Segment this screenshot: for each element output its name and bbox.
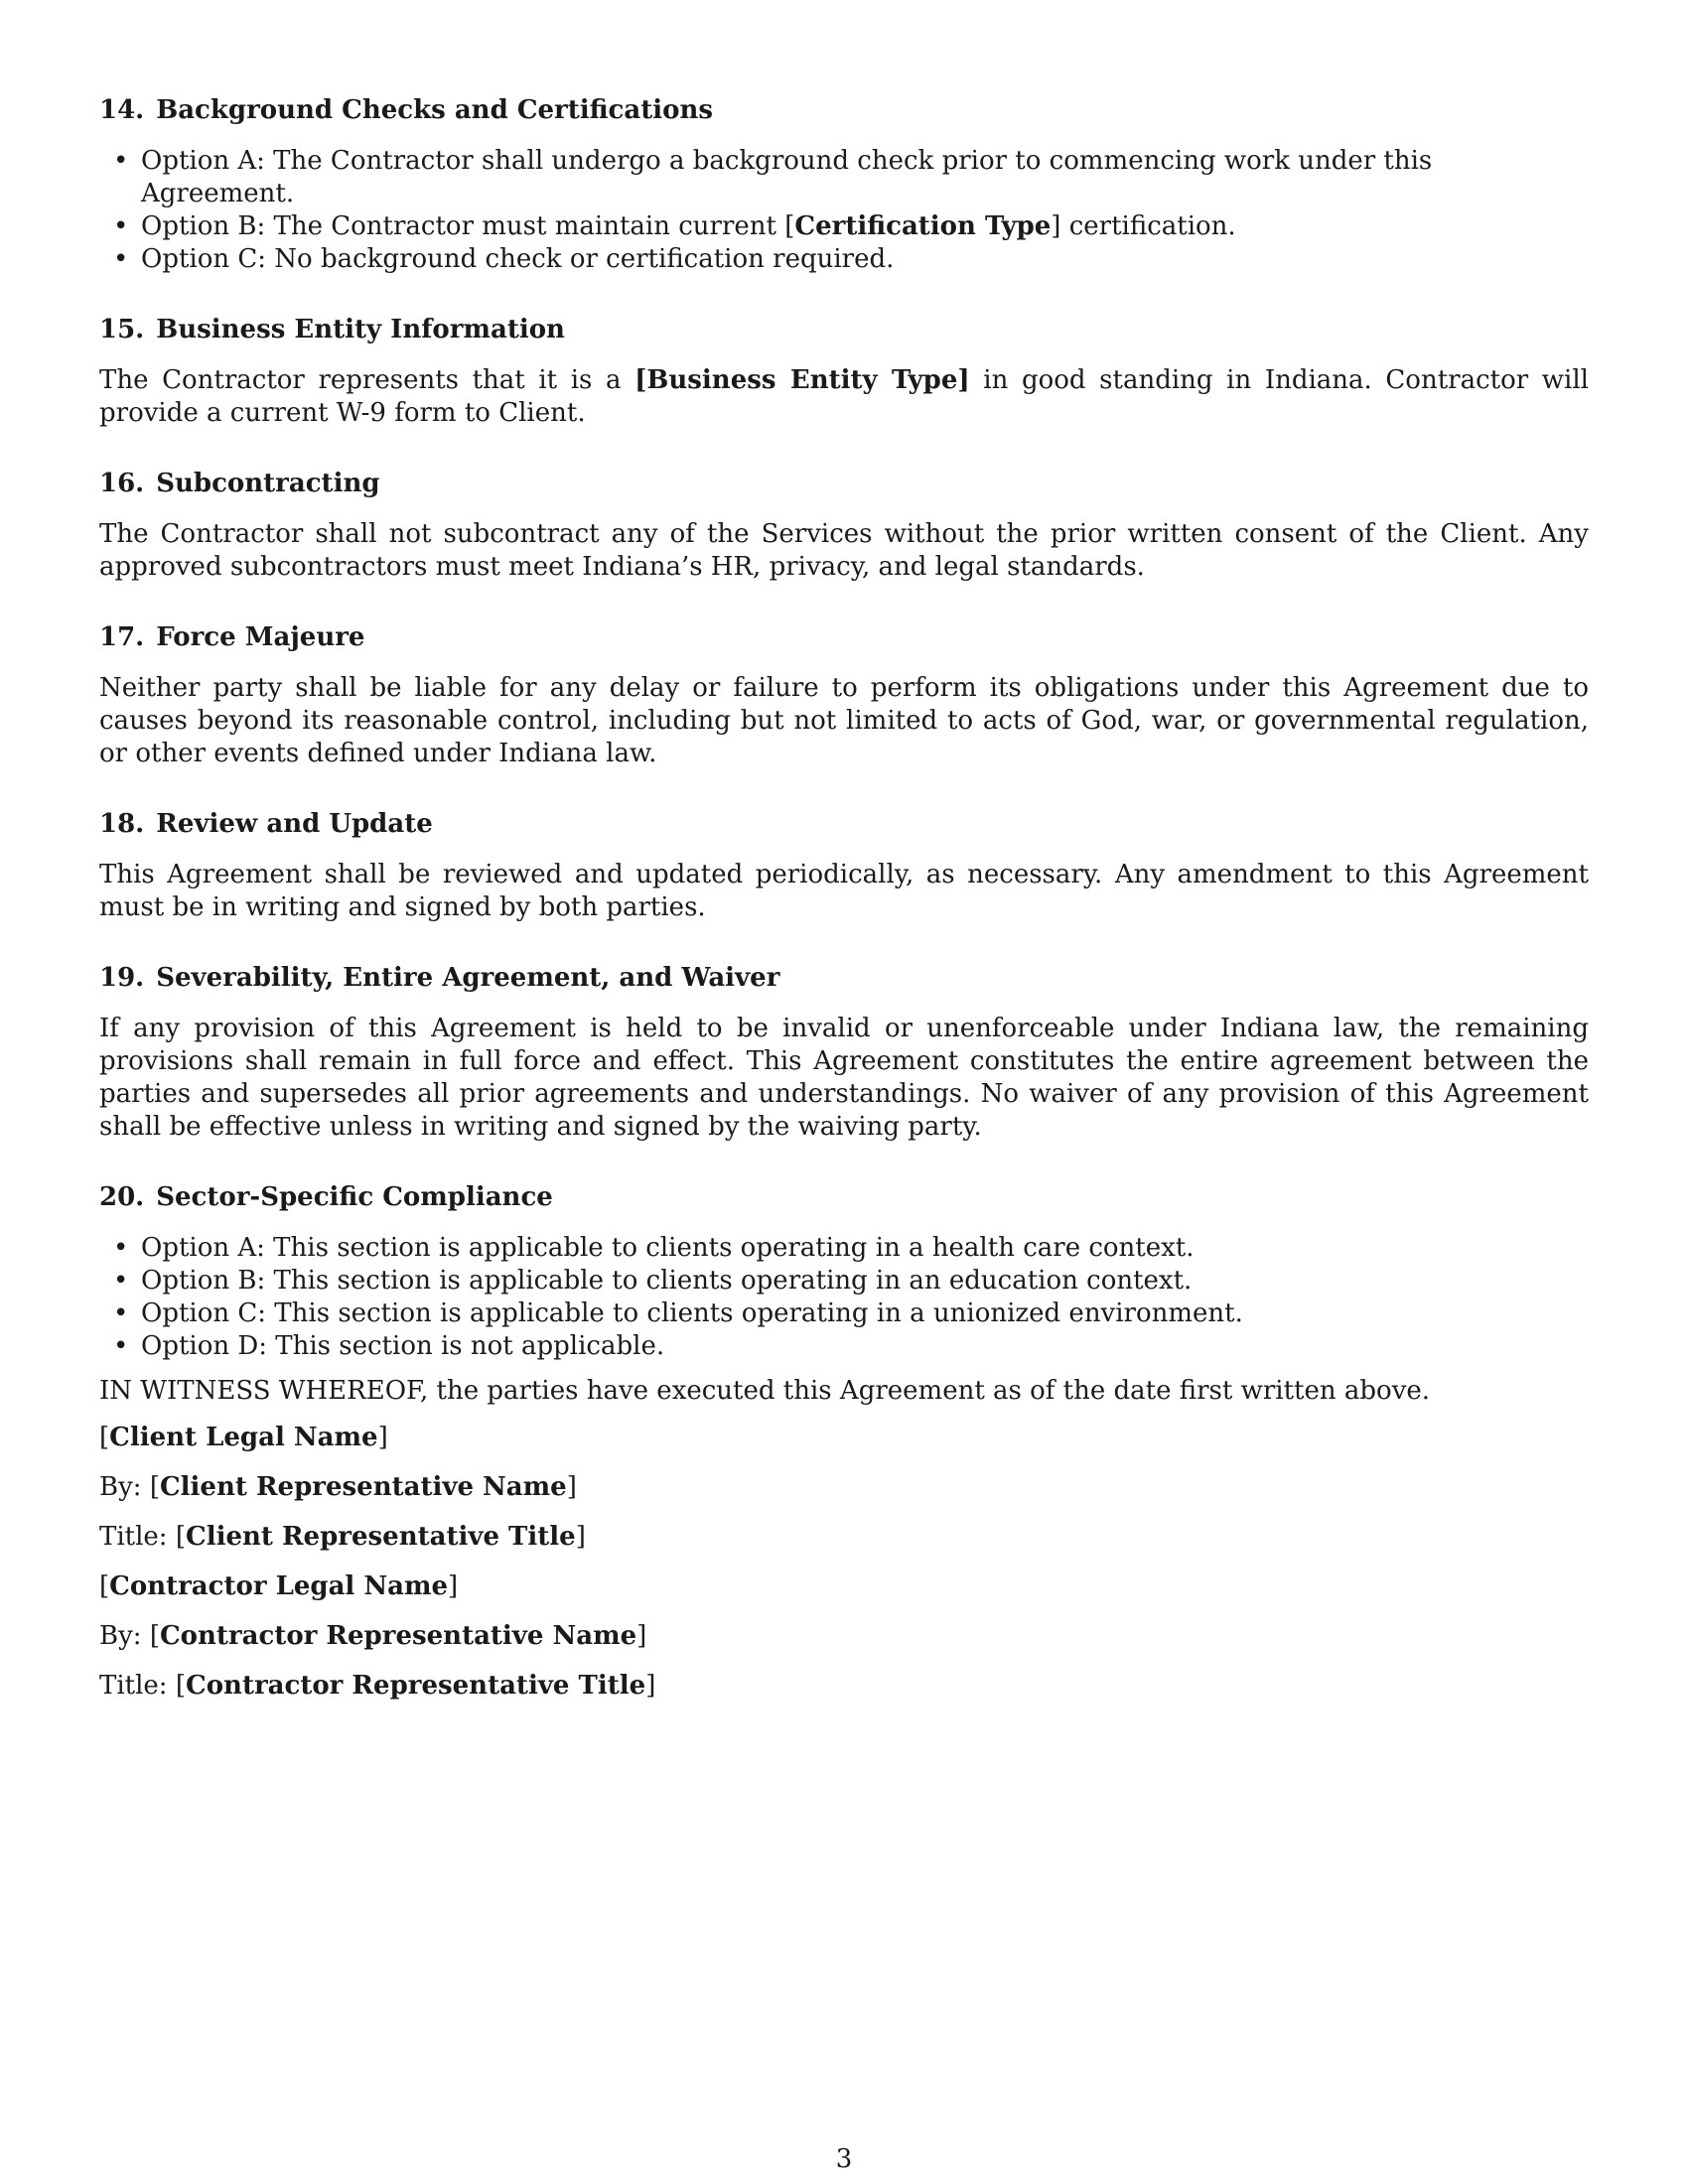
options-list	[99, 1232, 1589, 1363]
section-paragraph: This Agreement shall be reviewed and updated periodically, as necessary. Any amendment to this Agreement must be in writing and signed by both parties.	[99, 860, 1589, 922]
bullet-icon: •	[113, 1266, 129, 1296]
placeholder-certification-type: Certification Type	[794, 211, 1052, 241]
client-title-line	[99, 1521, 1589, 1554]
section-paragraph: If any provision of this Agreement is held to be invalid or unenforceable under Indiana law, the remaining provisions shall remain in full force and effect. This Agreement constitutes the entire agreement between the parties and supersedes all prior agreements and understandings. No waiver of any provision of this Agreement shall be effective unless in writing and signed by the waiving party.	[99, 1014, 1589, 1142]
bullet-icon: •	[113, 244, 129, 274]
placeholder-contractor-representative-name: Contractor Representative Name	[159, 1621, 637, 1651]
placeholder-business-entity-type: [Business Entity Type]	[634, 365, 970, 395]
section-number: 17.	[99, 622, 145, 652]
client-by-line	[99, 1471, 1589, 1504]
option-text: Option A: The Contractor shall undergo a background check prior to commencing work under this Agreement.	[141, 146, 1433, 208]
option-text-post: ] certification.	[1051, 211, 1236, 241]
witness-clause: IN WITNESS WHEREOF, the parties have executed this Agreement as of the date first written above.	[99, 1376, 1431, 1406]
section-title: Severability, Entire Agreement, and Waiver	[156, 963, 780, 993]
bullet-icon: •	[113, 1298, 129, 1328]
placeholder-client-legal-name: Client Legal Name	[109, 1423, 378, 1452]
option-text: Option C: This section is applicable to clients operating in a unionized environment.	[141, 1298, 1243, 1328]
paragraph-text: The Contractor represents that it is a	[99, 365, 635, 395]
section-title: Review and Update	[156, 809, 433, 839]
section-heading	[99, 468, 1589, 500]
client-legal-name-line	[99, 1422, 1589, 1454]
bullet-icon: •	[113, 146, 129, 176]
section-heading	[99, 621, 1589, 654]
list-item	[113, 1330, 1589, 1363]
section-heading	[99, 808, 1589, 841]
page-number: 3	[835, 2144, 853, 2174]
section-paragraph	[99, 364, 1589, 430]
section-paragraph: The Contractor shall not subcontract any of the Services without the prior written consent of the Client. Any approved subcontractors must meet Indiana’s HR, privacy, and legal standards.	[99, 519, 1589, 582]
bracket-open: [	[175, 1522, 186, 1552]
section-heading	[99, 962, 1589, 995]
section-title: Sector-Specific Compliance	[156, 1182, 553, 1212]
section-17	[99, 621, 1589, 770]
placeholder-client-representative-name: Client Representative Name	[159, 1472, 567, 1502]
bracket-close: ]	[377, 1423, 388, 1452]
document-page	[99, 94, 1589, 1719]
section-number: 14.	[99, 95, 145, 125]
bracket-close: ]	[645, 1671, 656, 1701]
bracket-close: ]	[566, 1472, 577, 1502]
section-title: Subcontracting	[156, 469, 380, 498]
bracket-open: [	[99, 1571, 110, 1601]
section-heading	[99, 1181, 1589, 1214]
placeholder-client-representative-title: Client Representative Title	[186, 1522, 576, 1552]
bullet-icon: •	[113, 1331, 129, 1361]
by-label: By:	[99, 1621, 150, 1651]
section-number: 16.	[99, 469, 145, 498]
title-label: Title:	[99, 1522, 176, 1552]
section-number: 20.	[99, 1182, 145, 1212]
bracket-open: [	[99, 1423, 110, 1452]
placeholder-contractor-representative-title: Contractor Representative Title	[186, 1671, 646, 1701]
section-title: Background Checks and Certifications	[156, 95, 713, 125]
section-14	[99, 94, 1589, 276]
bracket-close: ]	[448, 1571, 459, 1601]
section-number: 19.	[99, 963, 145, 993]
section-paragraph: Neither party shall be liable for any delay or failure to perform its obligations under this Agreement due to causes beyond its reasonable control, including but not limited to acts of God, war, or governmental regulation, or other events defined under Indiana law.	[99, 673, 1589, 768]
list-item	[113, 1297, 1589, 1330]
option-text: Option C: No background check or certification required.	[141, 244, 895, 274]
list-item	[113, 145, 1589, 210]
section-15	[99, 314, 1589, 430]
option-text: Option A: This section is applicable to clients operating in a health care context.	[141, 1233, 1195, 1263]
bracket-close: ]	[575, 1522, 586, 1552]
list-item	[113, 1265, 1589, 1297]
placeholder-contractor-legal-name: Contractor Legal Name	[109, 1571, 449, 1601]
option-text: Option B: The Contractor must maintain current [	[141, 211, 795, 241]
title-label: Title:	[99, 1671, 176, 1701]
options-list	[99, 145, 1589, 276]
section-16	[99, 468, 1589, 584]
section-18	[99, 808, 1589, 924]
section-number: 18.	[99, 809, 145, 839]
bullet-icon: •	[113, 211, 129, 241]
section-heading	[99, 94, 1589, 127]
section-heading	[99, 314, 1589, 346]
bracket-open: [	[149, 1472, 160, 1502]
list-item	[113, 243, 1589, 276]
contractor-legal-name-line	[99, 1570, 1589, 1603]
section-title: Force Majeure	[156, 622, 365, 652]
bullet-icon: •	[113, 1233, 129, 1263]
option-text: Option D: This section is not applicable.	[141, 1331, 665, 1361]
section-19	[99, 962, 1589, 1144]
list-item	[113, 210, 1589, 243]
list-item	[113, 1232, 1589, 1265]
section-number: 15.	[99, 315, 145, 344]
by-label: By:	[99, 1472, 150, 1502]
section-title: Business Entity Information	[156, 315, 565, 344]
bracket-open: [	[149, 1621, 160, 1651]
contractor-title-line	[99, 1670, 1589, 1703]
bracket-close: ]	[636, 1621, 647, 1651]
contractor-by-line	[99, 1620, 1589, 1653]
paragraph-text-post: in good standing in Indiana. Contractor will provide a current W-9 form to Client.	[99, 365, 1589, 428]
option-text: Option B: This section is applicable to clients operating in an education context.	[141, 1266, 1193, 1296]
section-20	[99, 1181, 1589, 1363]
bracket-open: [	[175, 1671, 186, 1701]
